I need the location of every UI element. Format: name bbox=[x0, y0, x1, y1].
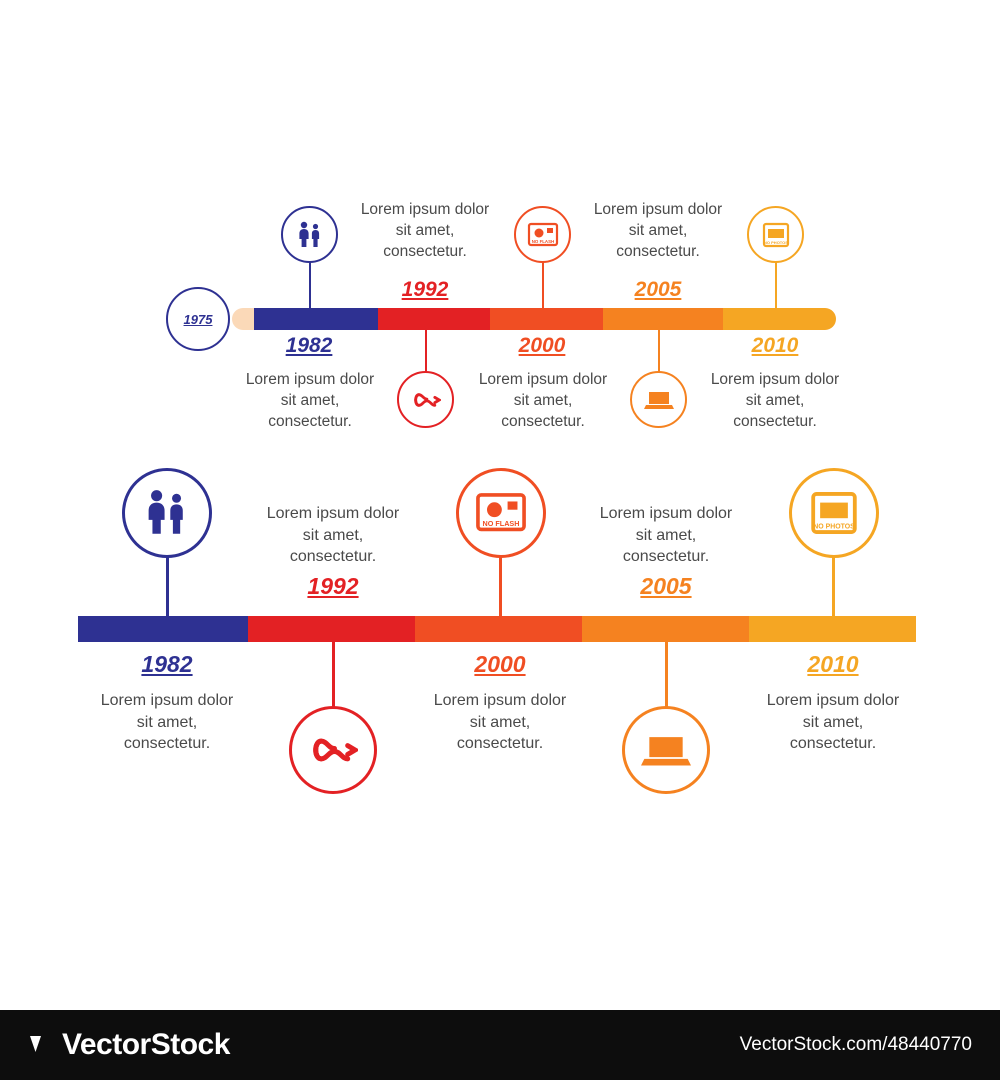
bar-segment-1992 bbox=[378, 308, 490, 330]
bottom-node-2000 bbox=[456, 468, 546, 558]
vectorstock-url: VectorStock.com/48440770 bbox=[739, 1034, 972, 1055]
knot-icon bbox=[308, 732, 358, 768]
bottom-desc-1992: Lorem ipsum dolor sit amet, consectetur. bbox=[266, 505, 400, 566]
bottom-desc-2005: Lorem ipsum dolor sit amet, consectetur. bbox=[599, 505, 733, 566]
bottom-stem-1992 bbox=[332, 640, 335, 708]
top-stem-2010 bbox=[775, 262, 777, 310]
bottom-desc-2010: Lorem ipsum dolor sit amet, consectetur. bbox=[766, 692, 900, 753]
bottom-stem-2005 bbox=[665, 640, 668, 708]
vectorstock-mark-icon bbox=[28, 1032, 54, 1058]
top-node-2010 bbox=[747, 206, 804, 263]
top-stem-1992 bbox=[425, 318, 427, 372]
bottom-desc-2000: Lorem ipsum dolor sit amet, consectetur. bbox=[433, 692, 567, 753]
no-photos-icon bbox=[761, 220, 791, 250]
bar-segment-2005 bbox=[603, 308, 723, 330]
top-stem-2000 bbox=[542, 262, 544, 310]
knot-icon bbox=[411, 388, 441, 412]
bottom-bar-segment-2000 bbox=[415, 616, 582, 642]
svg-text:NO PHOTOS: NO PHOTOS bbox=[813, 523, 855, 531]
family-icon bbox=[295, 220, 325, 250]
bottom-stem-2010 bbox=[832, 556, 835, 618]
top-start-node-1975 bbox=[166, 287, 230, 351]
top-start-year: 1975 bbox=[183, 311, 213, 327]
watermark-footer bbox=[0, 1010, 1000, 1080]
no-flash-icon bbox=[473, 488, 529, 538]
svg-text:NO FLASH: NO FLASH bbox=[482, 519, 520, 529]
svg-text:NO PHOTOS: NO PHOTOS bbox=[763, 239, 788, 245]
top-desc-2000: Lorem ipsum dolor sit amet, consectetur. bbox=[478, 371, 608, 430]
top-node-2005 bbox=[630, 371, 687, 428]
top-desc-1982: Lorem ipsum dolor sit amet, consectetur. bbox=[245, 371, 375, 430]
bottom-timeline-bar bbox=[78, 616, 916, 642]
no-photos-icon bbox=[808, 487, 860, 539]
bottom-year-label-2000: 2000 bbox=[474, 651, 526, 677]
top-desc-1992: Lorem ipsum dolor sit amet, consectetur. bbox=[360, 201, 490, 260]
top-year-label-1992: 1992 bbox=[401, 278, 449, 301]
bottom-node-2005 bbox=[622, 706, 710, 794]
vectorstock-logo bbox=[28, 1028, 230, 1062]
bottom-desc-1982: Lorem ipsum dolor sit amet, consectetur. bbox=[100, 692, 234, 753]
top-year-label-2000: 2000 bbox=[518, 334, 566, 357]
bottom-bar-segment-2005 bbox=[582, 616, 749, 642]
laptop-icon bbox=[644, 389, 674, 411]
bottom-node-2010 bbox=[789, 468, 879, 558]
bottom-year-label-1992: 1992 bbox=[307, 573, 359, 599]
bottom-year-label-2010: 2010 bbox=[807, 651, 859, 677]
bottom-year-label-2005: 2005 bbox=[640, 573, 692, 599]
laptop-icon bbox=[641, 732, 691, 769]
bar-segment-start bbox=[232, 308, 254, 330]
bottom-stem-2000 bbox=[499, 556, 502, 618]
bar-segment-2000 bbox=[490, 308, 603, 330]
top-desc-2005: Lorem ipsum dolor sit amet, consectetur. bbox=[593, 201, 723, 260]
bottom-bar-segment-2010 bbox=[749, 616, 916, 642]
vectorstock-logo-text: VectorStock bbox=[62, 1028, 230, 1061]
top-timeline-bar bbox=[232, 308, 836, 330]
bottom-stem-1982 bbox=[166, 556, 169, 618]
top-desc-2010: Lorem ipsum dolor sit amet, consectetur. bbox=[710, 371, 840, 430]
family-icon bbox=[141, 487, 193, 539]
top-node-1992 bbox=[397, 371, 454, 428]
svg-text:NO FLASH: NO FLASH bbox=[531, 238, 554, 244]
top-year-label-2010: 2010 bbox=[751, 334, 799, 357]
bottom-bar-segment-1992 bbox=[248, 616, 415, 642]
top-node-1982 bbox=[281, 206, 338, 263]
bottom-year-label-1982: 1982 bbox=[141, 651, 193, 677]
top-year-label-1982: 1982 bbox=[285, 334, 333, 357]
no-flash-icon bbox=[526, 220, 560, 250]
top-stem-2005 bbox=[658, 318, 660, 372]
top-node-2000 bbox=[514, 206, 571, 263]
top-stem-1982 bbox=[309, 262, 311, 310]
bottom-bar-segment-1982 bbox=[78, 616, 248, 642]
bottom-node-1992 bbox=[289, 706, 377, 794]
bottom-node-1982 bbox=[122, 468, 212, 558]
top-year-label-2005: 2005 bbox=[634, 278, 682, 301]
bar-segment-2010 bbox=[723, 308, 836, 330]
bar-segment-1982 bbox=[254, 308, 378, 330]
